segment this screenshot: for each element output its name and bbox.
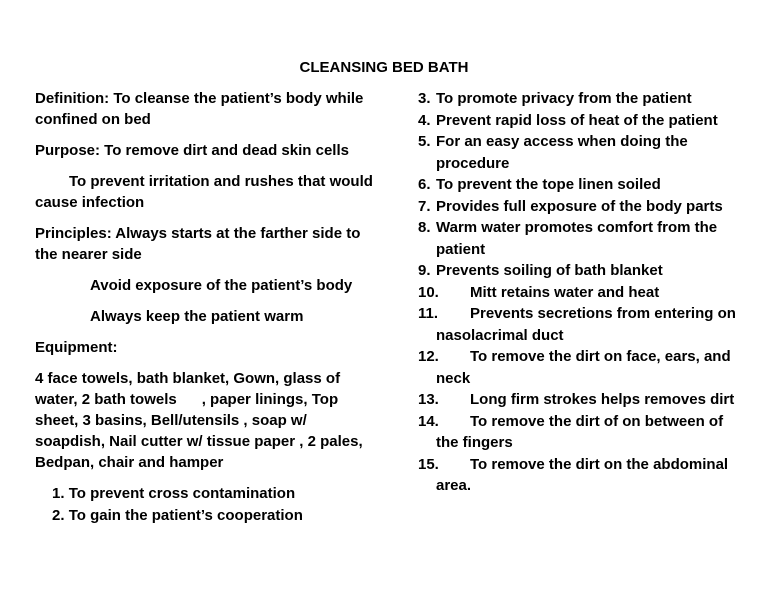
- list-item-text: Prevents secretions from entering on nasolacrimal duct: [436, 305, 736, 344]
- list-item: [418, 174, 748, 196]
- list-item: [418, 303, 748, 346]
- list-item-text: To remove the dirt on the abdominal area.: [436, 455, 729, 494]
- list-item-text: To remove the dirt on face, ears, and neck: [436, 348, 731, 387]
- list-item-text: To prevent cross contamination: [68, 485, 296, 502]
- document-title: CLEANSING BED BATH: [299, 59, 469, 76]
- principle-text-3: Always keep the patient warm: [90, 308, 304, 325]
- equipment-heading: Equipment:: [35, 339, 118, 356]
- list-item-number: 10.: [418, 283, 439, 301]
- rationale-list-right: [418, 88, 748, 497]
- purpose-text-2: To prevent irritation and rushes that would cause infection: [35, 173, 373, 211]
- definition-text: Definition: To cleanse the patient’s body while confined on bed: [35, 90, 364, 128]
- rationale-list-left: [35, 483, 380, 527]
- list-item-number: 12.: [418, 348, 439, 365]
- principles-text: Principles: Always starts at the farther side to the nearer side: [35, 225, 361, 263]
- list-item-text: To gain the patient’s cooperation: [68, 507, 303, 524]
- list-item: [418, 131, 748, 174]
- list-item: [418, 346, 748, 389]
- list-item-number: 9.: [418, 262, 431, 279]
- list-item: [418, 196, 748, 218]
- list-item-number: 2.: [52, 507, 65, 524]
- list-item-text: To prevent the tope linen soiled: [436, 176, 661, 193]
- list-item-text: Long firm strokes helps removes dirt: [470, 391, 735, 408]
- list-item-number: 13.: [418, 391, 439, 408]
- list-item: [35, 505, 380, 527]
- list-item-number: 6.: [418, 176, 431, 193]
- list-item-text: Mitt retains water and heat: [470, 283, 660, 301]
- list-item: [418, 260, 748, 282]
- list-item: [418, 411, 748, 454]
- list-item: [418, 454, 748, 497]
- list-item-number: 4.: [418, 111, 431, 129]
- list-item-number: 8.: [418, 219, 431, 236]
- list-item-text: Provides full exposure of the body parts: [436, 197, 723, 215]
- list-item-number: 7.: [418, 197, 431, 215]
- purpose-text: Purpose: To remove dirt and dead skin cells: [35, 142, 349, 159]
- list-item-text: Prevents soiling of bath blanket: [436, 262, 663, 279]
- list-item-text: To remove the dirt of on between of the fingers: [436, 412, 724, 451]
- list-item-number: 15.: [418, 455, 439, 473]
- left-column: [35, 88, 380, 527]
- list-item: [418, 282, 748, 304]
- list-item-number: 14.: [418, 412, 439, 430]
- list-item-text: Prevent rapid loss of heat of the patient: [436, 111, 718, 129]
- list-item: [418, 389, 748, 411]
- list-item-text: To promote privacy from the patient: [436, 90, 692, 107]
- list-item-number: 1.: [52, 485, 65, 502]
- list-item: [418, 88, 748, 110]
- equipment-list: 4 face towels, bath blanket, Gown, glass of water, 2 bath towels , paper linings, Top sheet, 3 basins, Bell/utensils , soap w/ soapdish, Nail cutter w/ tissue paper , 2 pales, Bedpan, chair and hamper: [35, 370, 367, 471]
- list-item-number: 5.: [418, 133, 431, 150]
- list-item-text: Warm water promotes comfort from the patient: [436, 219, 718, 258]
- list-item: [418, 110, 748, 132]
- principle-text-2: Avoid exposure of the patient’s body: [90, 277, 353, 294]
- list-item-text: For an easy access when doing the procedure: [436, 133, 688, 172]
- list-item-number: 3.: [418, 90, 431, 107]
- list-item-number: 11.: [418, 305, 439, 322]
- list-item: [35, 483, 380, 505]
- list-item: [418, 217, 748, 260]
- right-column: [418, 88, 748, 497]
